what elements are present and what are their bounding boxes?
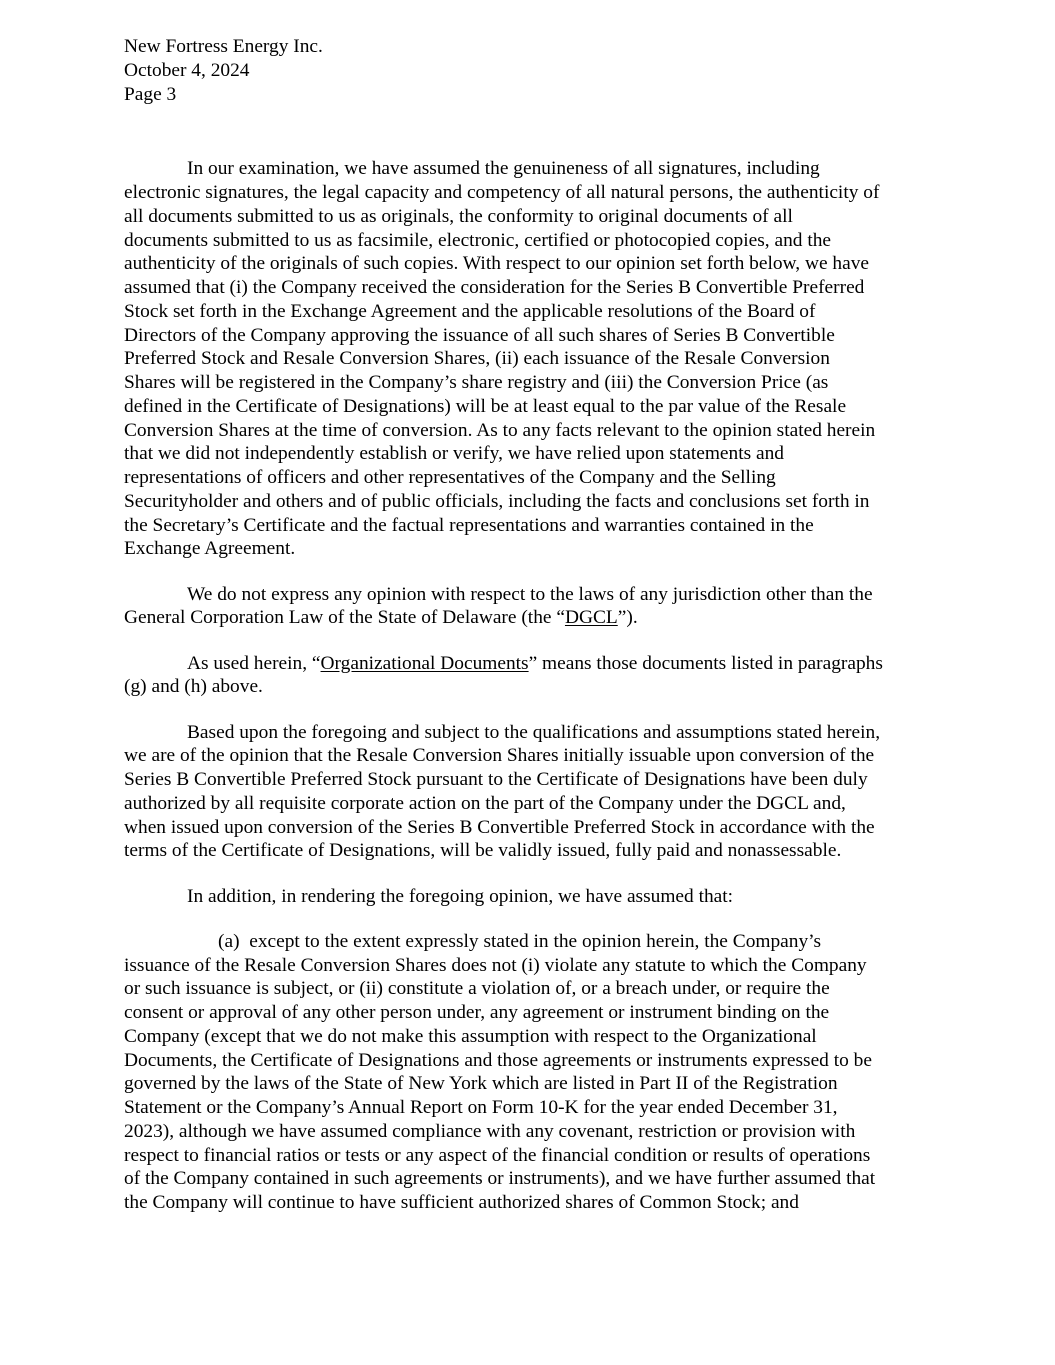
text-line: all documents submitted to us as originals, the conformity to original documents of all (124, 205, 793, 227)
text-line: consent or approval of any other person under, any agreement or instrument binding on the (124, 1002, 830, 1023)
header-company: New Fortress Energy Inc. (124, 36, 323, 57)
paragraph-jurisdiction (124, 583, 944, 631)
defined-term-organizational-documents: Organizational Documents (320, 652, 529, 674)
paragraph-opinion (124, 721, 944, 864)
text-line: documents submitted to us as facsimile, electronic, certified or photocopied copies, and the (124, 229, 832, 251)
text-line: (a) except to the extent expressly stated in the opinion herein, the Company’s (218, 930, 822, 952)
text-line: terms of the Certificate of Designations, will be validly issued, fully paid and nonassessable. (124, 840, 842, 862)
text-line: We do not express any opinion with respect to the laws of any jurisdiction other than the (187, 583, 873, 605)
text-line: Based upon the foregoing and subject to the qualifications and assumptions stated herein, (187, 721, 881, 743)
text-line: the Secretary’s Certificate and the factual representations and warranties contained in the (124, 514, 814, 536)
header-date: October 4, 2024 (124, 59, 250, 81)
text-line: defined in the Certificate of Designations) will be at least equal to the par value of the Resale (124, 395, 847, 417)
text-line: Shares will be registered in the Company’s share registry and (iii) the Conversion Price (as (124, 372, 829, 393)
text-line: Documents, the Certificate of Designations and those agreements or instruments expressed to be (124, 1049, 872, 1071)
text-line: (g) and (h) above. (124, 676, 263, 698)
text-span: General Corporation Law of the State of Delaware (the “ (124, 607, 565, 629)
text-line: of the Company contained in such agreements or instruments), and we have further assumed that (124, 1168, 876, 1190)
text-line: Exchange Agreement. (124, 538, 296, 560)
text-line: assumed that (i) the Company received the consideration for the Series B Convertible Preferred (124, 277, 865, 298)
text-line: Securityholder and others and of public officials, including the facts and conclusions set forth in (124, 490, 870, 512)
text-line: we are of the opinion that the Resale Conversion Shares initially issuable upon conversion of the (124, 745, 875, 767)
text-line: Preferred Stock and Resale Conversion Shares, (ii) each issuance of the Resale Conversion (124, 348, 830, 370)
text-line: Statement or the Company’s Annual Report on Form 10-K for the year ended December 31, (124, 1097, 838, 1118)
text-line: governed by the laws of the State of New York which are listed in Part II of the Registration (124, 1073, 838, 1095)
text-span: As used herein, “ (187, 652, 321, 674)
text-line (124, 652, 944, 676)
header-page-number: Page 3 (124, 83, 177, 105)
text-line: authenticity of the originals of such copies. With respect to our opinion set forth below, we have (124, 253, 870, 275)
text-line: authorized by all requisite corporate action on the part of the Company under the DGCL and, (124, 792, 846, 814)
text-line: Directors of the Company approving the issuance of all such shares of Series B Convertible (124, 324, 835, 346)
text-line: when issued upon conversion of the Series B Convertible Preferred Stock in accordance with the (124, 816, 875, 838)
text-line: respect to financial ratios or tests or any aspect of the financial condition or results of operations (124, 1144, 871, 1166)
letter-header (124, 35, 944, 106)
text-span: ”). (617, 607, 638, 629)
text-line: Company (except that we do not make this assumption with respect to the Organizational (124, 1025, 817, 1047)
text-line: issuance of the Resale Conversion Shares does not (i) violate any statute to which the Company (124, 954, 867, 976)
text-line: that we did not independently establish or verify, we have relied upon statements and (124, 443, 784, 465)
text-line: Conversion Shares at the time of conversion. As to any facts relevant to the opinion stated herein (124, 419, 876, 441)
text-line (124, 606, 944, 630)
paragraph-additional-assumptions-intro (124, 885, 944, 909)
text-line: 2023), although we have assumed compliance with any covenant, restriction or provision with (124, 1120, 856, 1142)
text-line: or such issuance is subject, or (ii) constitute a violation of, or a breach under, or require the (124, 978, 830, 1000)
text-line: Stock set forth in the Exchange Agreement and the applicable resolutions of the Board of (124, 300, 816, 322)
text-line: In our examination, we have assumed the genuineness of all signatures, including (187, 158, 820, 180)
text-line: Series B Convertible Preferred Stock pursuant to the Certificate of Designations have been duly (124, 769, 868, 790)
defined-term-dgcl: DGCL (564, 607, 618, 629)
text-line: In addition, in rendering the foregoing opinion, we have assumed that: (187, 885, 734, 907)
paragraph-organizational-documents (124, 652, 944, 700)
paragraph-assumption-a (124, 930, 944, 1215)
text-span: ” means those documents listed in paragraphs (528, 652, 883, 674)
document-page (124, 35, 944, 1215)
paragraph-examination-assumptions (124, 157, 944, 561)
text-line: the Company will continue to have sufficient authorized shares of Common Stock; and (124, 1192, 799, 1213)
text-line: electronic signatures, the legal capacity and competency of all natural persons, the authenticity of (124, 182, 880, 203)
text-line: representations of officers and other representatives of the Company and the Selling (124, 467, 776, 488)
